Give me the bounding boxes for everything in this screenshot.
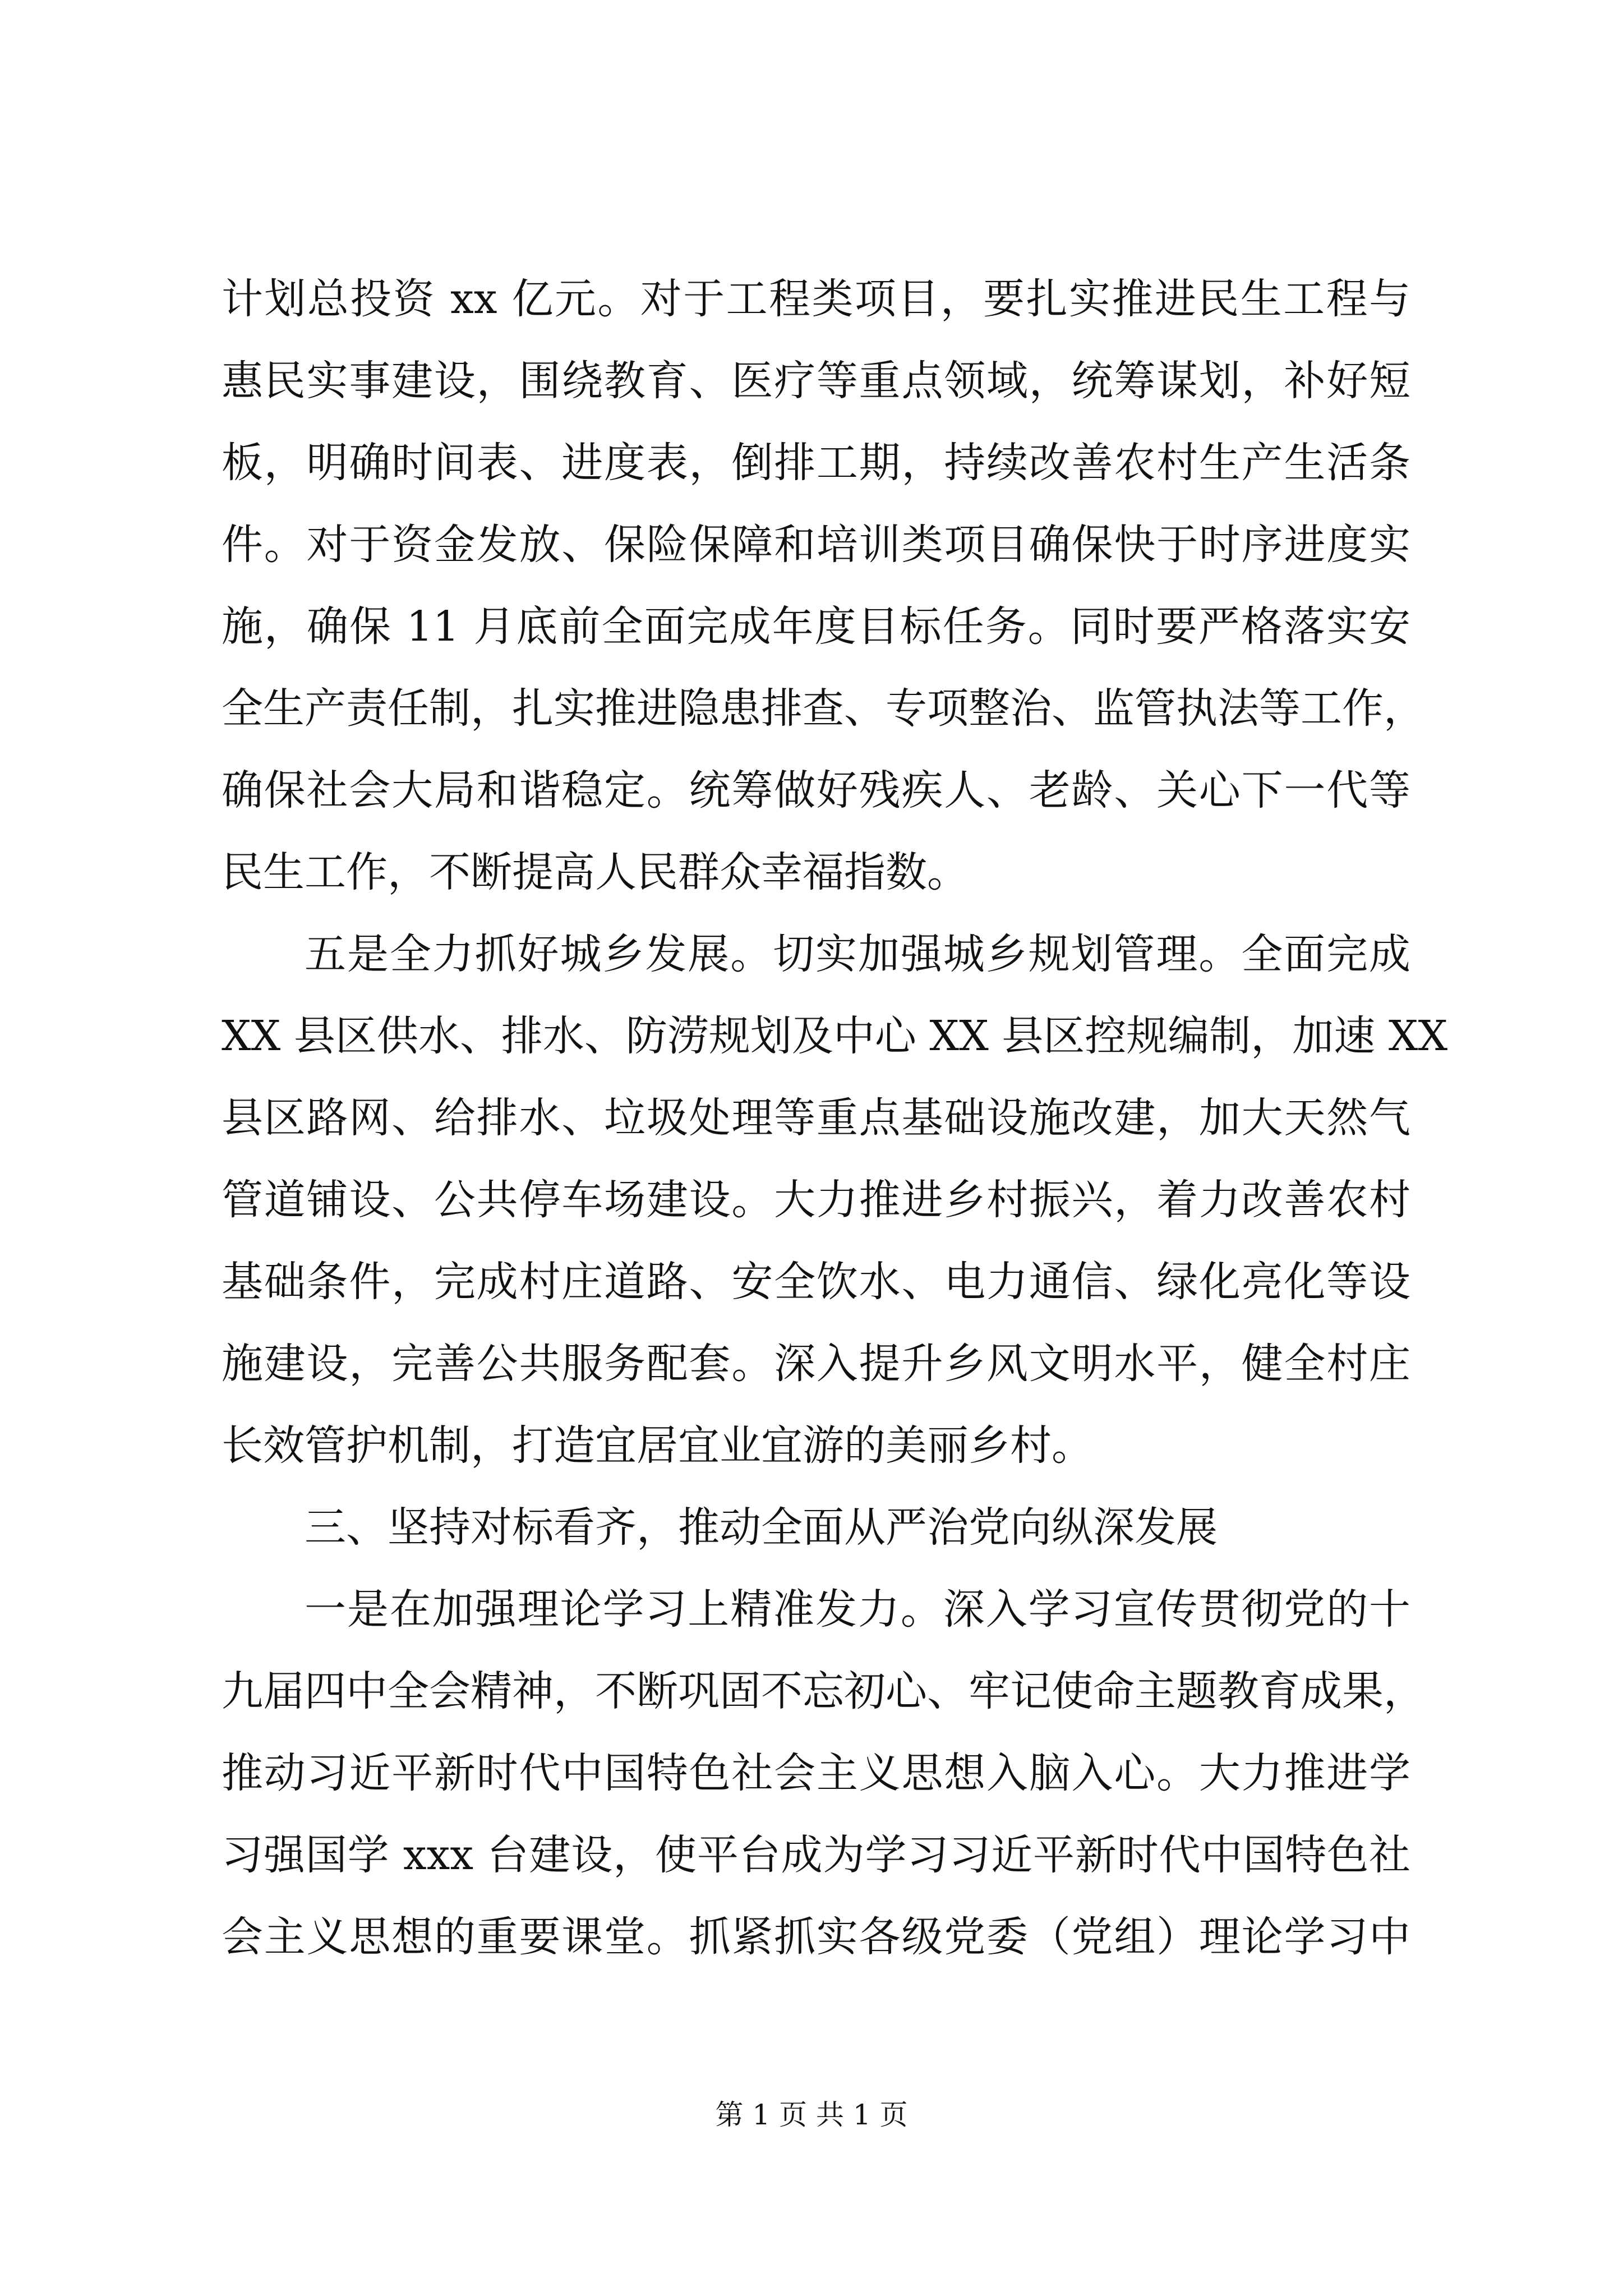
paragraph-first-line: 五是全力抓好城乡发展。切实加强城乡规划管理。全面完成 (305, 930, 1410, 978)
text-line: 施建设，完善公共服务配套。深入提升乡风文明水平，健全村庄 (222, 1340, 1410, 1388)
text-line: 县区路网、给排水、垃圾处理等重点基础设施改建，加大天然气 (222, 1094, 1410, 1142)
text-line: 长效管护机制，打造宜居宜业宜游的美丽乡村。 (222, 1421, 1093, 1470)
text-line: 推动习近平新时代中国特色社会主义思想入脑入心。大力推进学 (222, 1749, 1410, 1797)
text-line: XX 县区供水、排水、防涝规划及中心 XX 县区控规编制，加速 XX (222, 1012, 1448, 1060)
section-heading: 三、坚持对标看齐，推动全面从严治党向纵深发展 (305, 1503, 1218, 1552)
page-footer: 第 1 页 共 1 页 (715, 2099, 908, 2131)
text-line: 施，确保 11 月底前全面完成年度目标任务。同时要严格落实安 (222, 602, 1410, 651)
text-line: 板，明确时间表、进度表，倒排工期，持续改善农村生产生活条 (222, 439, 1410, 487)
text-line: 管道铺设、公共停车场建设。大力推进乡村振兴，着力改善农村 (222, 1176, 1410, 1224)
text-line: 惠民实事建设，围绕教育、医疗等重点领域，统筹谋划，补好短 (222, 357, 1410, 405)
text-line: 件。对于资金发放、保险保障和培训类项目确保快于时序进度实 (222, 521, 1410, 569)
text-line: 九届四中全会精神，不断巩固不忘初心、牢记使命主题教育成果， (222, 1667, 1425, 1715)
text-line: 民生工作，不断提高人民群众幸福指数。 (222, 848, 969, 896)
text-line: 计划总投资 xx 亿元。对于工程类项目，要扎实推进民生工程与 (222, 275, 1410, 323)
text-line: 会主义思想的重要课堂。抓紧抓实各级党委（党组）理论学习中 (222, 1913, 1410, 1961)
document-body (222, 258, 1448, 1978)
text-line: 全生产责任制，扎实推进隐患排查、专项整治、监管执法等工作， (222, 684, 1425, 733)
text-line: 确保社会大局和谐稳定。统筹做好残疾人、老龄、关心下一代等 (222, 766, 1410, 815)
text-line: 基础条件，完成村庄道路、安全饮水、电力通信、绿化亮化等设 (222, 1258, 1410, 1306)
text-line: 习强国学 xxx 台建设，使平台成为学习习近平新时代中国特色社 (222, 1831, 1410, 1879)
paragraph-first-line: 一是在加强理论学习上精准发力。深入学习宣传贯彻党的十 (305, 1585, 1410, 1634)
